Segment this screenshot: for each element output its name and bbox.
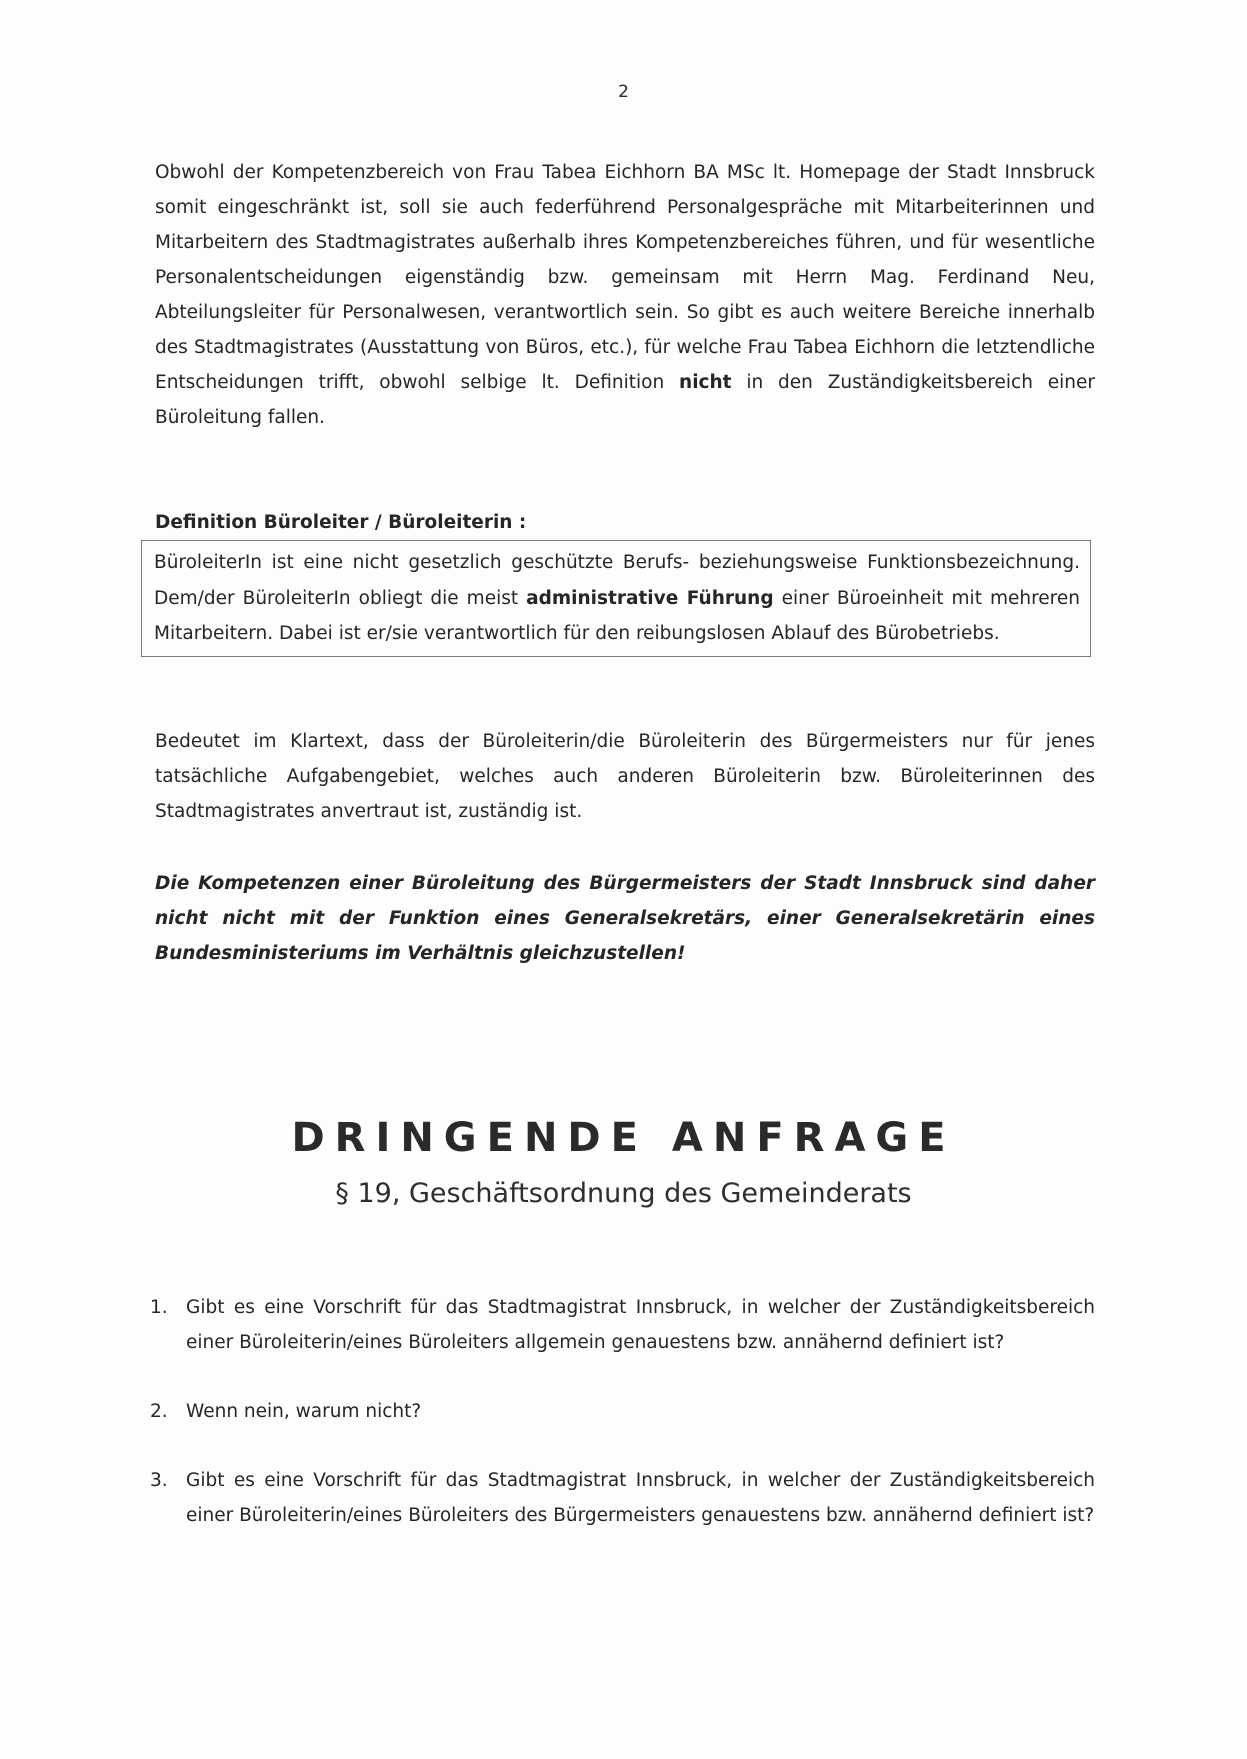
definition-emphasis: administrative Führung (526, 587, 774, 609)
definition-heading: Definition Büroleiter / Büroleiterin : (155, 512, 527, 533)
definition-text-part-1: BüroleiterIn ist eine nicht gesetzlich geschützte Berufs- beziehungsweise Funktionsbezeichnung. Dem/der BüroleiterIn obliegt die meist (154, 552, 1080, 609)
question-list (150, 1290, 1095, 1567)
section-title: DRINGENDE ANFRAGE (291, 1115, 956, 1161)
question-number: 3. (150, 1470, 168, 1491)
question-text: Gibt es eine Vorschrift für das Stadtmagistrat Innsbruck, in welcher der Zuständigkeitsbereich einer Büroleiterin/eines Büroleiters des Bürgermeisters genauestens bzw. annähernd definiert ist? (186, 1470, 1095, 1526)
intro-paragraph (155, 155, 1095, 435)
question-item (150, 1394, 1095, 1429)
intro-text-part-2: in den Zuständigkeitsbereich einer Büroleitung fallen. (155, 372, 1095, 428)
intro-text-part-1: Obwohl der Kompetenzbereich von Frau Tabea Eichhorn BA MSc lt. Homepage der Stadt Innsbruck somit eingeschränkt ist, soll sie auch federführend Personalgespräche mit Mitarbeiterinnen und Mitarbeitern des Stadtmagistrates außerhalb ihres Kompetenzbereiches führen, und für wesentliche Personalentscheidungen eigenständig bzw. gemeinsam mit Herrn Mag. Ferdinand Neu, Abteilungsleiter für Personalwesen, verantwortlich sein. So gibt es auch weitere Bereiche innerhalb des Stadtmagistrates (Ausstattung von Büros, etc.), für welche Frau Tabea Eichhorn die letztendliche Entscheidungen trifft, obwohl selbige lt. Definition (155, 162, 1095, 393)
definition-box (141, 540, 1091, 657)
definition-text-part-2: einer Büroeinheit mit mehreren Mitarbeitern. Dabei ist er/sie verantwortlich für den reibungslosen Ablauf des Bürobetriebs. (154, 587, 1080, 644)
intro-emphasis: nicht (679, 372, 732, 393)
question-item (150, 1463, 1095, 1533)
question-text: Wenn nein, warum nicht? (186, 1401, 422, 1422)
section-subtitle: § 19, Geschäftsordnung des Gemeinderats (335, 1178, 912, 1209)
section-title-block (0, 1108, 1247, 1214)
meaning-paragraph: Bedeutet im Klartext, dass der Büroleiterin/die Büroleiterin des Bürgermeisters nur für jenes tatsächliche Aufgabengebiet, welches auch anderen Büroleiterin bzw. Büroleiterinnen des Stadtmagistrates anvertraut ist, zuständig ist. (155, 731, 1095, 822)
question-item (150, 1290, 1095, 1360)
question-text: Gibt es eine Vorschrift für das Stadtmagistrat Innsbruck, in welcher der Zuständigkeitsbereich einer Büroleiterin/eines Büroleiters allgemein genauestens bzw. annähernd definiert ist? (186, 1297, 1095, 1353)
question-number: 1. (150, 1297, 168, 1318)
page-number: 2 (618, 82, 629, 102)
question-number: 2. (150, 1401, 168, 1422)
conclusion-paragraph: Die Kompetenzen einer Büroleitung des Bürgermeisters der Stadt Innsbruck sind daher nicht nicht mit der Funktion eines Generalsekretärs, einer Generalsekretärin eines Bundesministeriums im Verhältnis gleichzustellen! (155, 873, 1095, 964)
definition-text (154, 545, 1080, 652)
